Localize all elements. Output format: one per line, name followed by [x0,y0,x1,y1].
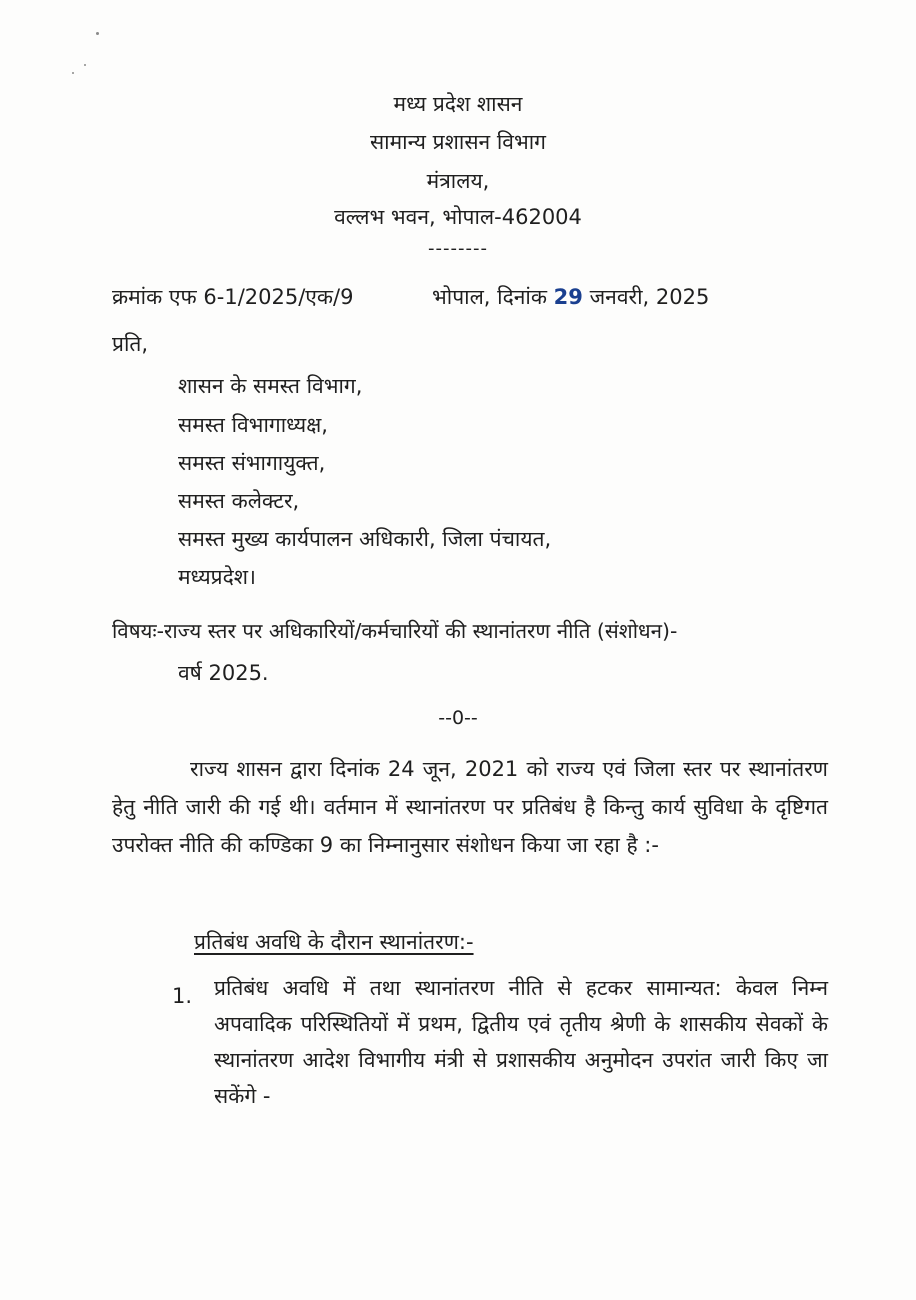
addressee-line: समस्त कलेक्टर, [178,489,300,513]
scan-speck [72,72,74,74]
addressee-line: मध्यप्रदेश। [178,565,256,589]
header-department: सामान्य प्रशासन विभाग [369,130,547,154]
place-date-prefix: भोपाल, दिनांक [432,285,547,309]
addressee-line: समस्त संभागायुक्त, [178,451,326,475]
header-divider: -------- [428,238,488,259]
addressee-line: शासन के समस्त विभाग, [178,374,363,398]
scan-speck [96,32,99,35]
list-item-text: प्रतिबंध अवधि में तथा स्थानांतरण नीति से हटकर सामान्यत: केवल निम्न अपवादिक परिस्थितियों में प्रथम, द्वितीय एवं तृतीय श्रेणी के शासकीय सेवकों के स्थानांतरण आदेश विभागीय मंत्री से प्रशासकीय अनुमोदन उपरांत जारी किए जा सकेंगे - [214,976,828,1108]
date-month-year: जनवरी, 2025 [589,285,710,309]
subject-year: वर्ष 2025. [178,661,269,685]
subject-line: विषयः-राज्य स्तर पर अधिकारियों/कर्मचारियों की स्थानांतरण नीति (संशोधन)- [112,619,678,643]
place-and-date [432,282,709,312]
reference-number: क्रमांक एफ 6-1/2025/एक/9 [112,285,354,309]
date-day: 29 [553,285,583,309]
addressee-line: समस्त मुख्य कार्यपालन अधिकारी, जिला पंचायत, [178,527,552,551]
body-paragraph-text: राज्य शासन द्वारा दिनांक 24 जून, 2021 को राज्य एवं जिला स्तर पर स्थानांतरण हेतु नीति जारी की गई थी। वर्तमान में स्थानांतरण पर प्रतिबंध है किन्तु कार्य सुविधा के दृष्टिगत उपरोक्त नीति की कण्डिका 9 का निम्नानुसार संशोधन किया जा रहा है :- [112,757,828,857]
section-separator: --0-- [438,707,478,729]
header-address: वल्लभ भवन, भोपाल-462004 [334,205,582,229]
body-paragraph [112,750,828,864]
header-ministry: मंत्रालय, [426,169,490,193]
to-label: प्रति, [112,332,149,356]
header-state-government: मध्य प्रदेश शासन [393,92,523,116]
scan-speck [84,64,86,66]
addressee-line: समस्त विभागाध्यक्ष, [178,413,328,437]
section-heading: प्रतिबंध अवधि के दौरान स्थानांतरण:- [194,930,474,954]
list-item-number: 1. [172,984,193,1008]
